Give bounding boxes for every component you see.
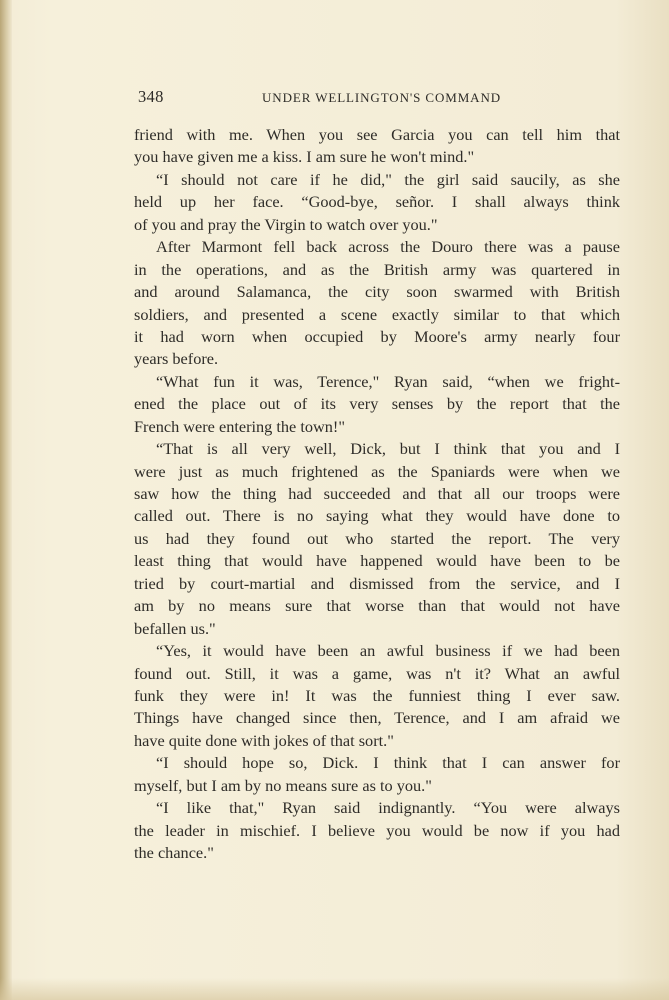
text-line: myself, but I am by no means sure as to you." — [134, 775, 432, 795]
text-line: Things have changed since then, Terence, and I am afraid we — [134, 708, 620, 728]
page-number: 348 — [138, 87, 164, 106]
text-line: you have given me a kiss. I am sure he won't mind." — [134, 147, 475, 167]
text-line: of you and pray the Virgin to watch over you." — [134, 214, 438, 234]
text-line: held up her face. “Good-bye, señor. I shall always think — [134, 192, 620, 212]
text-line: tried by court-martial and dismissed from the service, and I — [134, 573, 620, 593]
text-line: “What fun it was, Terence," Ryan said, “when we fright- — [156, 371, 620, 391]
binding-edge — [0, 0, 12, 1000]
text-line: ened the place out of its very senses by the report that the — [134, 394, 620, 414]
text-line: saw how the thing had succeeded and that all our troops were — [134, 484, 620, 503]
text-line: French were entering the town!" — [134, 416, 345, 436]
text-line: befallen us." — [134, 618, 216, 638]
text-line: in the operations, and as the British army was quartered in — [134, 259, 620, 279]
text-line: it had worn when occupied by Moore's army nearly four — [134, 326, 620, 346]
text-line: have quite done with jokes of that sort." — [134, 730, 394, 750]
text-line: funk they were in! It was the funniest thing I ever saw. — [134, 685, 620, 705]
text-line: “I should not care if he did," the girl said saucily, as she — [156, 169, 620, 189]
text-line: “Yes, it would have been an awful business if we had been — [156, 641, 620, 661]
running-head: UNDER WELLINGTON'S COMMAND — [262, 90, 502, 105]
text-line: soldiers, and presented a scene exactly similar to that which — [134, 304, 620, 324]
body-text — [134, 124, 620, 864]
text-line: least thing that would have happened would have been to be — [134, 551, 620, 571]
text-line: and around Salamanca, the city soon swarmed with British — [134, 282, 620, 302]
text-line: After Marmont fell back across the Douro there was a pause — [156, 237, 620, 257]
text-line: the chance." — [134, 843, 214, 862]
text-line: “I like that," Ryan said indignantly. “You were always — [156, 798, 620, 818]
text-line: friend with me. When you see Garcia you can tell him that — [134, 125, 620, 144]
text-line: were just as much frightened as the Spaniards were when we — [134, 461, 620, 481]
text-line: the leader in mischief. I believe you would be now if you had — [134, 820, 620, 840]
text-line: “I should hope so, Dick. I think that I can answer for — [156, 753, 620, 773]
text-line: called out. There is no saying what they would have done to — [134, 506, 620, 526]
text-line: us had they found out who started the report. The very — [134, 528, 620, 548]
page-header — [138, 87, 620, 109]
page-bottom-shade — [0, 978, 669, 1000]
text-line: “That is all very well, Dick, but I think that you and I — [156, 439, 620, 459]
text-line: am by no means sure that worse than that would not have — [134, 596, 620, 616]
text-line: found out. Still, it was a game, was n't it? What an awful — [134, 663, 620, 683]
text-line: years before. — [134, 349, 219, 369]
